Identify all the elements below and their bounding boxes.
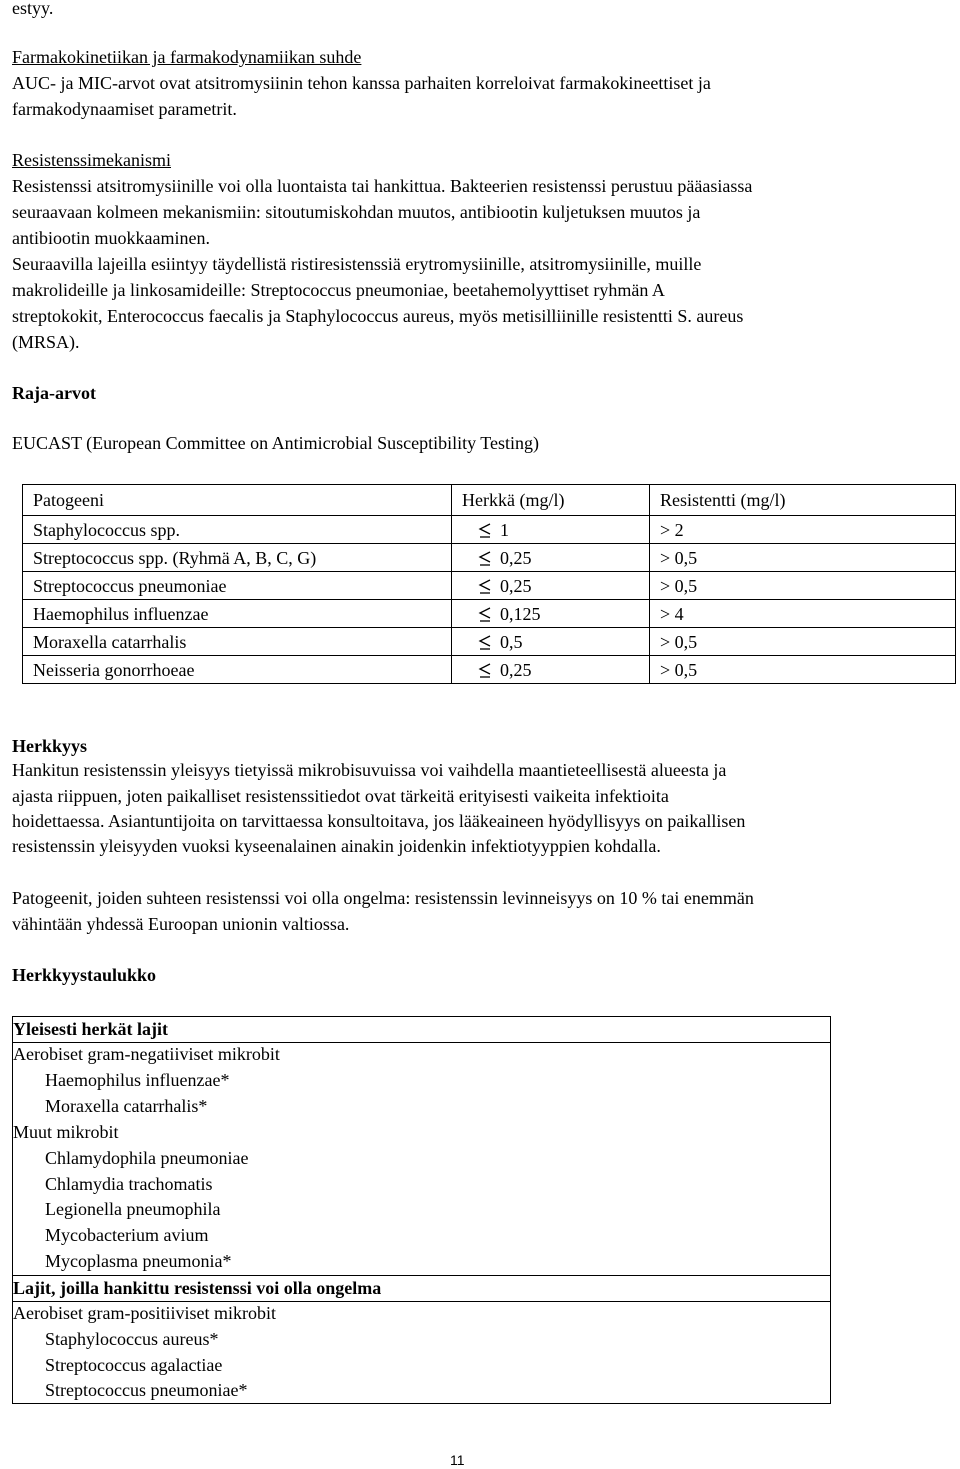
page-number: 11	[450, 1452, 465, 1468]
list-item: Moraxella catarrhalis*	[45, 1096, 208, 1116]
table-row	[23, 544, 956, 572]
column-header-susceptible: Herkkä (mg/l)	[452, 485, 650, 516]
susceptible-value: 0,125	[500, 603, 541, 624]
table-row	[23, 656, 956, 684]
susceptibility-heading: Herkkyys	[12, 736, 88, 756]
table-header-row	[23, 485, 956, 516]
susceptible-cell	[452, 544, 650, 572]
pkpd-heading: Farmakokinetiikan ja farmakodynamiikan suhde	[12, 47, 362, 67]
sus-table-heading: Herkkyystaulukko	[12, 965, 157, 985]
susceptibility-para2-line-1: Patogeenit, joiden suhteen resistenssi voi olla ongelma: resistenssin levinneisyys on 10 % tai enemmän	[12, 888, 754, 908]
table-row	[23, 628, 956, 656]
list-item: Mycoplasma pneumonia*	[45, 1251, 232, 1271]
susceptible-value: 0,25	[500, 659, 532, 680]
less-or-equal-icon	[476, 573, 494, 599]
susceptible-value: 0,25	[500, 575, 532, 596]
column-header-pathogen: Patogeeni	[23, 485, 452, 516]
list-item: Haemophilus influenzae*	[45, 1070, 230, 1090]
resistant-cell: > 0,5	[649, 544, 955, 572]
pkpd-line-1: AUC- ja MIC-arvot ovat atsitromysiinin tehon kanssa parhaiten korreloivat farmakokineettiset ja	[12, 73, 711, 93]
susceptibility-para2-line-2: vähintään yhdessä Euroopan unionin valtiossa.	[12, 914, 350, 934]
resistance-line-1: Resistenssi atsitromysiinille voi olla luontaista tai hankittua. Bakteerien resistenssi perustuu pääasiassa	[12, 176, 753, 196]
susceptibility-para1-line-1: Hankitun resistenssin yleisyys tietyissä mikrobisuvuissa voi vaihdella maantieteellisestä alueesta ja	[12, 760, 727, 780]
pathogen-cell: Haemophilus influenzae	[23, 600, 452, 628]
susceptible-cell	[452, 656, 650, 684]
group-label: Muut mikrobit	[13, 1122, 119, 1142]
pathogen-cell: Streptococcus pneumoniae	[23, 572, 452, 600]
table-row	[23, 600, 956, 628]
table-row	[23, 572, 956, 600]
pathogen-cell: Moraxella catarrhalis	[23, 628, 452, 656]
resistant-cell: > 2	[649, 516, 955, 544]
table-row	[23, 516, 956, 544]
susceptible-value: 1	[500, 519, 510, 540]
resistance-line-3: antibiootin muokkaaminen.	[12, 228, 210, 248]
top-fragment: estyy.	[12, 0, 54, 18]
susceptible-cell	[452, 572, 650, 600]
less-or-equal-icon	[476, 629, 494, 655]
breakpoints-table	[22, 484, 956, 684]
pkpd-line-2: farmakodynaamiset parametrit.	[12, 99, 237, 119]
pathogen-cell: Neisseria gonorrhoeae	[23, 656, 452, 684]
resistance-line-5: makrolideille ja linkosamideille: Streptococcus pneumoniae, beetahemolyyttiset ryhmän A	[12, 280, 665, 300]
resistant-cell: > 0,5	[649, 628, 955, 656]
list-item: Chlamydia trachomatis	[45, 1174, 213, 1194]
section-title: Lajit, joilla hankittu resistenssi voi olla ongelma	[13, 1278, 382, 1298]
less-or-equal-icon	[476, 601, 494, 627]
resistant-cell: > 0,5	[649, 572, 955, 600]
breakpoints-heading: Raja-arvot	[12, 383, 96, 403]
pathogen-cell: Streptococcus spp. (Ryhmä A, B, C, G)	[23, 544, 452, 572]
less-or-equal-icon	[476, 657, 494, 683]
column-header-resistant: Resistentti (mg/l)	[649, 485, 955, 516]
list-item: Mycobacterium avium	[45, 1225, 209, 1245]
list-item: Staphylococcus aureus*	[45, 1329, 219, 1349]
susceptibility-table	[12, 1016, 831, 1404]
resistance-line-4: Seuraavilla lajeilla esiintyy täydellistä ristiresistenssiä erytromysiinille, atsitromysiinille, muille	[12, 254, 702, 274]
list-item: Streptococcus agalactiae	[45, 1355, 223, 1375]
susceptible-value: 0,25	[500, 547, 532, 568]
group-label: Aerobiset gram-negatiiviset mikrobit	[13, 1044, 280, 1064]
list-item: Chlamydophila pneumoniae	[45, 1148, 249, 1168]
section-title: Yleisesti herkät lajit	[13, 1019, 168, 1039]
resistance-heading: Resistenssimekanismi	[12, 150, 171, 170]
list-item: Streptococcus pneumoniae*	[45, 1380, 248, 1400]
breakpoints-source: EUCAST (European Committee on Antimicrobial Susceptibility Testing)	[12, 433, 540, 453]
group-label: Aerobiset gram-positiiviset mikrobit	[13, 1303, 276, 1323]
susceptibility-para1-line-2: ajasta riippuen, joten paikalliset resistenssitiedot ovat tärkeitä erityisesti vaikeita infektioita	[12, 786, 669, 806]
list-item: Legionella pneumophila	[45, 1199, 221, 1219]
resistance-line-2: seuraavaan kolmeen mekanismiin: sitoutumiskohdan muutos, antibiootin kuljetuksen muutos ja	[12, 202, 701, 222]
susceptible-cell	[452, 628, 650, 656]
resistant-cell: > 4	[649, 600, 955, 628]
pathogen-cell: Staphylococcus spp.	[23, 516, 452, 544]
less-or-equal-icon	[476, 517, 494, 543]
susceptible-value: 0,5	[500, 631, 523, 652]
susceptible-cell	[452, 516, 650, 544]
susceptible-cell	[452, 600, 650, 628]
resistance-line-7: (MRSA).	[12, 332, 80, 352]
susceptibility-para1-line-3: hoidettaessa. Asiantuntijoita on tarvittaessa konsultoitava, jos lääkeaineen hyödyllisyys on paikallisen	[12, 811, 746, 831]
less-or-equal-icon	[476, 545, 494, 571]
resistance-line-6: streptokokit, Enterococcus faecalis ja Staphylococcus aureus, myös metisilliinille resistentti S. aureus	[12, 306, 744, 326]
resistant-cell: > 0,5	[649, 656, 955, 684]
susceptibility-para1-line-4: resistenssin yleisyyden vuoksi kyseenalainen ainakin joidenkin infektiotyyppien kohdalla.	[12, 836, 661, 856]
